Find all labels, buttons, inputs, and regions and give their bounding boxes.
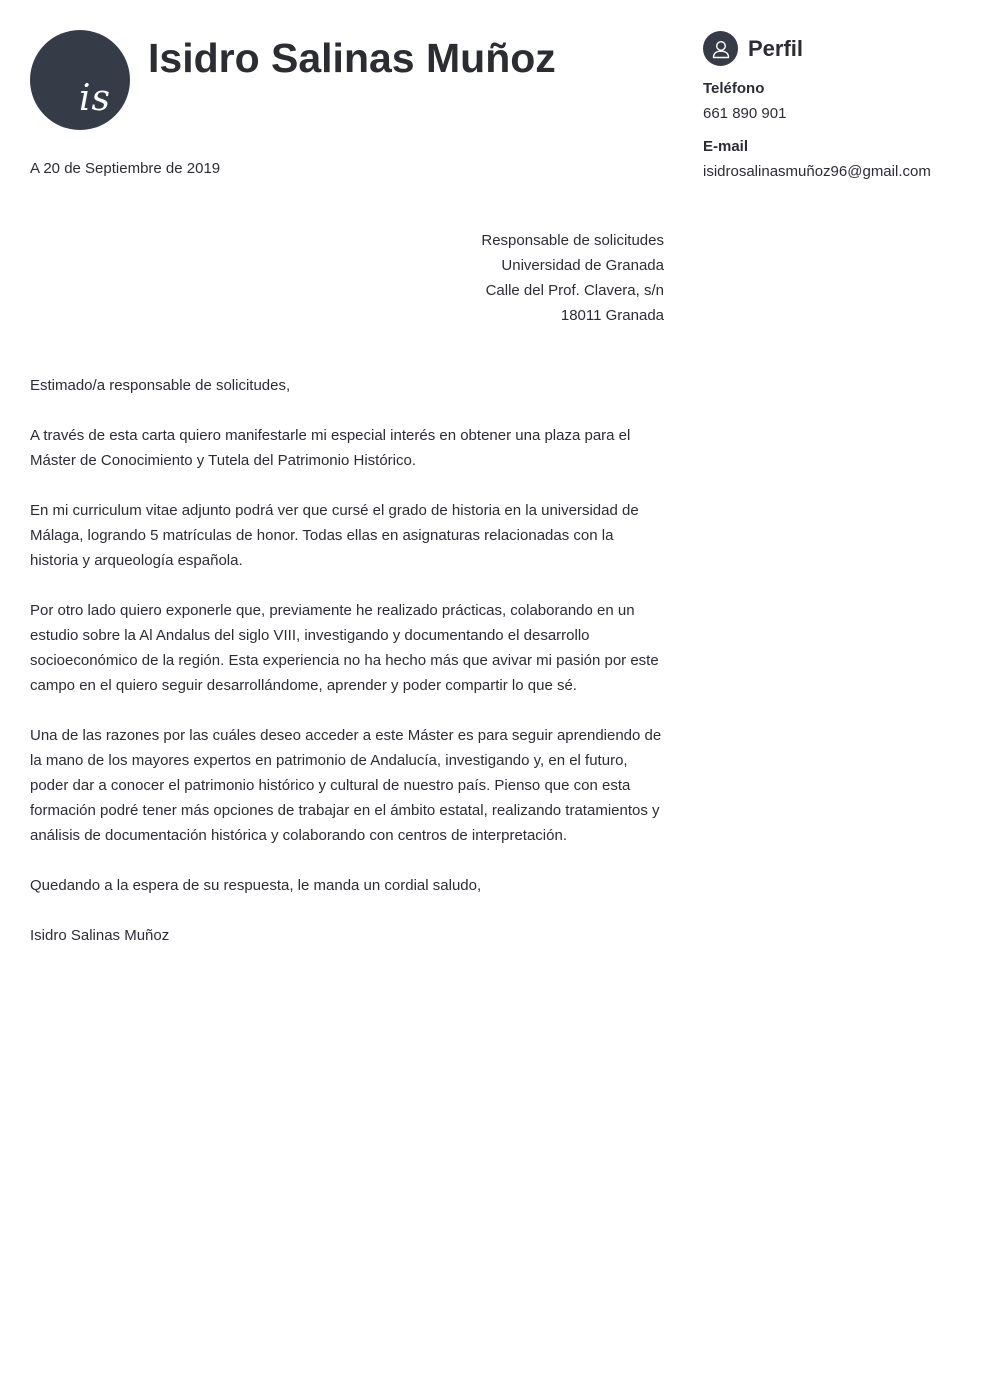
user-icon xyxy=(703,31,738,66)
monogram-avatar xyxy=(30,30,130,130)
applicant-name: Isidro Salinas Muñoz xyxy=(148,35,556,81)
email-value: isidrosalinasmuñoz96@gmail.com xyxy=(703,163,931,180)
body-paragraph: A través de esta carta quiero manifestarle mi especial interés en obtener una plaza para el Máster de Conocimiento y Tutela del Patrimonio Histórico. xyxy=(30,427,631,469)
monogram-text: is xyxy=(79,78,111,119)
salutation: Estimado/a responsable de solicitudes, xyxy=(30,377,291,394)
phone-label: Teléfono xyxy=(703,80,765,97)
recipient-line: Universidad de Granada xyxy=(501,257,664,274)
letter-date: A 20 de Septiembre de 2019 xyxy=(30,160,221,177)
profile-title: Perfil xyxy=(748,35,804,61)
letter-body xyxy=(30,373,664,948)
letter-header xyxy=(30,30,664,130)
body-paragraph: Una de las razones por las cuáles deseo acceder a este Máster es para seguir aprendiendo de la mano de los mayores expertos en patrimonio de Andalucía, investigando y, en el futuro, poder dar a conocer el patrimonio histórico y cultural de nuestro país. Pienso que con esta formación podré tener más opciones de trabajar en el ámbito estatal, realizando tratamientos y análisis de documentación histórica y colaborando con centros de interpretación. xyxy=(30,727,662,844)
email-label: E-mail xyxy=(703,138,749,155)
profile-heading xyxy=(703,31,973,66)
signature: Isidro Salinas Muñoz xyxy=(30,927,170,944)
recipient-address xyxy=(30,228,664,328)
recipient-line: Calle del Prof. Clavera, s/n xyxy=(485,282,664,299)
recipient-line: 18011 Granada xyxy=(560,307,664,324)
recipient-line: Responsable de solicitudes xyxy=(481,232,664,249)
body-paragraph: Por otro lado quiero exponerle que, previamente he realizado prácticas, colaborando en un estudio sobre la Al Andalus del siglo VIII, investigando y documentando el desarrollo socioeconómico de la región. Esta experiencia no ha hecho más que avivar mi pasión por este campo en el quiero seguir desarrollándome, aprender y poder compartir lo que sé. xyxy=(30,602,659,694)
letter-main xyxy=(30,30,664,973)
profile-sidebar xyxy=(703,31,973,182)
closing: Quedando a la espera de su respuesta, le manda un cordial saludo, xyxy=(30,877,482,894)
body-paragraph: En mi curriculum vitae adjunto podrá ver que cursé el grado de historia en la universidad de Málaga, logrando 5 matrículas de honor. Todas ellas en asignaturas relacionadas con la historia y arqueología española. xyxy=(30,502,639,569)
user-icon-glyph xyxy=(710,38,732,60)
phone-value: 661 890 901 xyxy=(703,105,787,122)
